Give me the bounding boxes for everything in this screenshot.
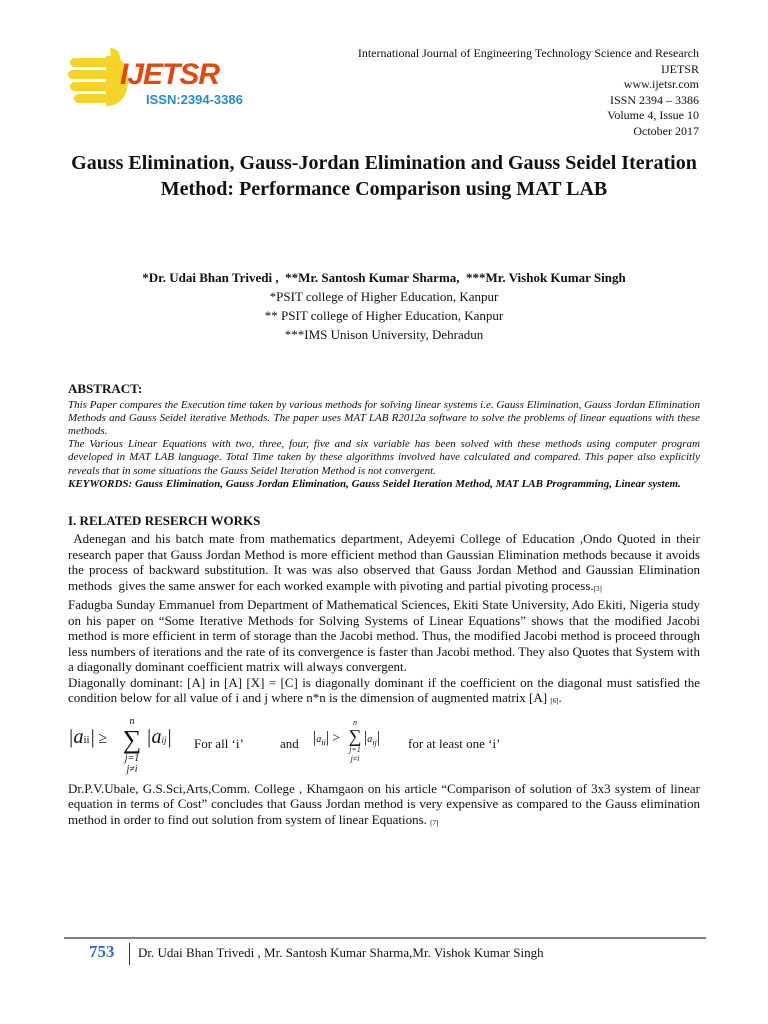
paper-title: Gauss Elimination, Gauss-Jordan Elimination and Gauss Seidel Iteration Method: Performance Comparison using MAT LAB <box>71 152 697 200</box>
affiliation: ** PSIT college of Higher Education, Kanpur <box>264 308 504 323</box>
equation-text: for at least one ‘i’ <box>408 735 501 751</box>
journal-name: International Journal of Engineering Technology Science and Research <box>357 46 699 60</box>
keywords-list: : Gauss Elimination, Gauss Jordan Elimination, Gauss Seidel Iteration Method, MAT LAB Programming, Linear system. <box>128 477 681 490</box>
citation[interactable]: [3] <box>593 584 602 593</box>
journal-volume: Volume 4, Issue 10 <box>607 108 699 122</box>
author-block <box>60 268 708 344</box>
affiliation: ***IMS Unison University, Dehradun <box>284 327 484 342</box>
equation-strict-rhs: $|a_{ij}|$ <box>364 728 381 747</box>
footer-separator <box>129 943 130 965</box>
citation[interactable]: [7] <box>430 818 439 827</box>
footer-divider <box>64 937 706 939</box>
citation[interactable]: [6] <box>550 697 559 706</box>
journal-date: October 2017 <box>633 123 699 138</box>
equation-lhs: |aii| ≥ <box>68 725 108 748</box>
abstract-paragraph: The Various Linear Equations with two, three, four, five and six variable has been solved with these methods using computer program developed in MAT LAB language. Total Time taken by these algorithms involved have calculated and compared. This paper also explicitly reveals that in some situations the Gauss Seidel Iteration Method is not convergent. <box>68 438 700 477</box>
body-paragraph: Diagonally dominant: [A] in [A] [X] = [C] is diagonally dominant if the coefficient on the diagonal must satisfied the condition below for all value of i and j where n*n is the dimension of augmented matrix [A] [6]. <box>68 674 700 706</box>
equation-text: For all ‘i’ <box>194 735 244 751</box>
body-paragraph: Adenegan and his batch mate from mathematics department, Adeyemi College of Education ,Ondo Quoted in their research paper that Gauss Jordan Method is more efficient method than Gaussian Elimination methods because it avoids the process of backward substitution. It was was also observed that Gauss Jordan Method and Gaussian Elimination methods gives the same answer for each worked example with pivoting and partial pivoting process.[3] <box>68 531 704 593</box>
abstract-paragraph: This Paper compares the Execution time taken by various methods for solving linear systems i.e. Gauss Elimination, Gauss Jordan Elimination Methods and Gauss Seidel iterative Methods. The paper uses MAT LAB R2012a software to solve the problems of linear equations with these methods. <box>68 398 700 437</box>
journal-abbr: IJETSR <box>660 61 699 76</box>
main-content <box>68 381 704 831</box>
page-number: 753 <box>89 942 115 961</box>
journal-website[interactable]: www.ijetsr.com <box>623 77 699 91</box>
logo-wordmark: IJETSR <box>120 58 220 91</box>
body-paragraph: Fadugba Sunday Emmanuel from Department of Mathematical Sciences, Ekiti State University, Ado Ekiti, Nigeria study on his paper on “Some Iterative Methods for Solving Systems of Linear Equations” shows that the modified Jacobi method is more efficient in term of storage than the Jacobi method. Thus, the modified Jacobi method is proceed through less numbers of iterations and the rate of its convergence is faster than Jacobi method. They also Quotes that System with a diagonally dominant coefficient matrix will always convergent. <box>68 597 700 675</box>
abstract-heading: ABSTRACT: <box>68 381 143 396</box>
equation-strict: $|a_{ii}|$ > <box>313 728 341 747</box>
journal-header <box>358 46 699 139</box>
journal-issn: ISSN 2394 – 3386 <box>609 92 699 107</box>
footer-authors: Dr. Udai Bhan Trivedi , Mr. Santosh Kumar Sharma,Mr. Vishok Kumar Singh <box>138 945 544 960</box>
body-paragraph: Dr.P.V.Ubale, G.S.Sci,Arts,Comm. College , Khamgaon on his article “Comparison of solution of 3x3 system of linear equation in terms of Cost” concludes that Gauss Jordan method is very expensive as compared to the Gauss elimination method in order to find out solution from system of linear Equations. [7] <box>68 780 700 827</box>
summation-symbol: n ∑ j=1 j≠i <box>348 717 362 763</box>
keywords <box>68 478 700 491</box>
affiliation: *PSIT college of Higher Education, Kanpur <box>269 289 499 304</box>
logo-issn: ISSN:2394-3386 <box>146 92 243 107</box>
dominance-equation <box>68 715 700 775</box>
journal-logo <box>66 44 266 116</box>
section-heading: I. RELATED RESERCH WORKS <box>68 512 261 528</box>
keywords-label: KEYWORDS <box>68 477 129 490</box>
author-names: *Dr. Udai Bhan Trivedi , **Mr. Santosh Kumar Sharma, ***Mr. Vishok Kumar Singh <box>142 270 626 285</box>
summation-symbol: n ∑ j=1 j≠i <box>122 715 142 775</box>
equation-text: and <box>280 735 299 751</box>
equation-rhs: |aij| <box>146 725 173 748</box>
